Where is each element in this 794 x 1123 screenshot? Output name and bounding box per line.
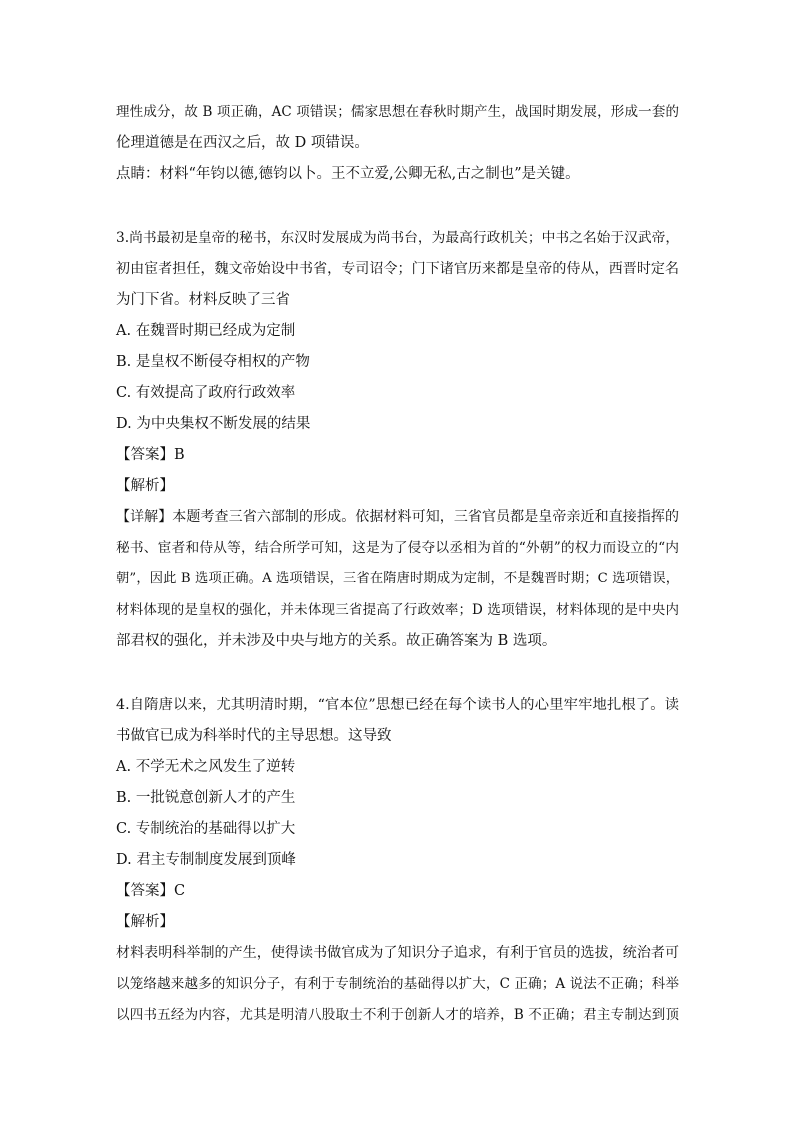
- q3-option-b: B. 是皇权不断侵夺相权的产物: [116, 354, 310, 370]
- q3-explanation-line-4: 材料体现的是皇权的强化，并未体现三省提高了行政效率；D 选项错误，材料体现的是中央内: [116, 602, 679, 618]
- q3-answer: 【答案】B: [116, 447, 185, 463]
- q4-stem-line-2: 书做官已成为科举时代的主导思想。这导致: [116, 728, 392, 744]
- q3-stem-line-3: 为门下省。材料反映了三省: [116, 292, 290, 308]
- q3-option-d: D. 为中央集权不断发展的结果: [116, 416, 311, 432]
- q4-stem-line-1: 4.自隋唐以来，尤其明清时期，“官本位”思想已经在每个读书人的心里牢牢地扎根了。读: [116, 697, 679, 713]
- q3-stem-line-2: 初由宦者担任，魏文帝始设中书省，专司诏令；门下诸官历来都是皇帝的侍从，西晋时定名: [116, 261, 679, 277]
- q3-stem-line-1: 3.尚书最初是皇帝的秘书，东汉时发展成为尚书台，为最高行政机关；中书之名始于汉武帝，: [116, 230, 680, 246]
- q4-option-d: D. 君主专制制度发展到顶峰: [116, 852, 296, 868]
- q3-explanation-line-3: 朝”，因此 B 选项正确。A 选项错误，三省在隋唐时期成为定制，不是魏晋时期；C 选项错误，: [116, 571, 679, 586]
- q4-answer: 【答案】C: [116, 883, 186, 899]
- q3-option-c: C. 有效提高了政府行政效率: [116, 385, 296, 401]
- q4-explanation-line-2: 以笼络越来越多的知识分子，有利于专制统治的基础得以扩大，C 正确；A 说法不正确；科举: [116, 976, 679, 992]
- carryover-line-2: 伦理道德是在西汉之后，故 D 项错误。: [116, 135, 369, 151]
- carryover-line-1: 理性成分，故 B 项正确，AC 项错误；儒家思想在春秋时期产生，战国时期发展，形成一套的: [116, 104, 679, 120]
- q3-option-a: A. 在魏晋时期已经成为定制: [116, 323, 296, 339]
- q4-explanation-line-3: 以四书五经为内容，尤其是明清八股取士不利于创新人才的培养，B 不正确；君主专制达到顶: [116, 1007, 679, 1023]
- point-note: 点睛：材料“年钧以德,德钧以卜。王不立爱,公卿无私,古之制也”是关键。: [116, 166, 580, 182]
- q3-explanation-line-5: 部君权的强化，并未涉及中央与地方的关系。故正确答案为 B 选项。: [116, 633, 557, 649]
- q4-explanation-line-1: 材料表明科举制的产生，使得读书做官成为了知识分子追求，有利于官员的选拔，统治者可: [116, 945, 679, 961]
- q4-option-c: C. 专制统治的基础得以扩大: [116, 821, 296, 837]
- q3-explanation-line-1: 【详解】本题考查三省六部制的形成。依据材料可知，三省官员都是皇帝亲近和直接指挥的: [116, 509, 679, 525]
- q3-explanation-line-2: 秘书、宦者和侍从等，结合所学可知，这是为了侵夺以丞相为首的“外朝”的权力而设立的“内: [116, 540, 679, 556]
- q3-analysis-heading: 【解析】: [116, 478, 174, 494]
- q4-option-b: B. 一批锐意创新人才的产生: [116, 790, 296, 806]
- q4-analysis-heading: 【解析】: [116, 914, 174, 930]
- q4-option-a: A. 不学无术之风发生了逆转: [116, 759, 296, 775]
